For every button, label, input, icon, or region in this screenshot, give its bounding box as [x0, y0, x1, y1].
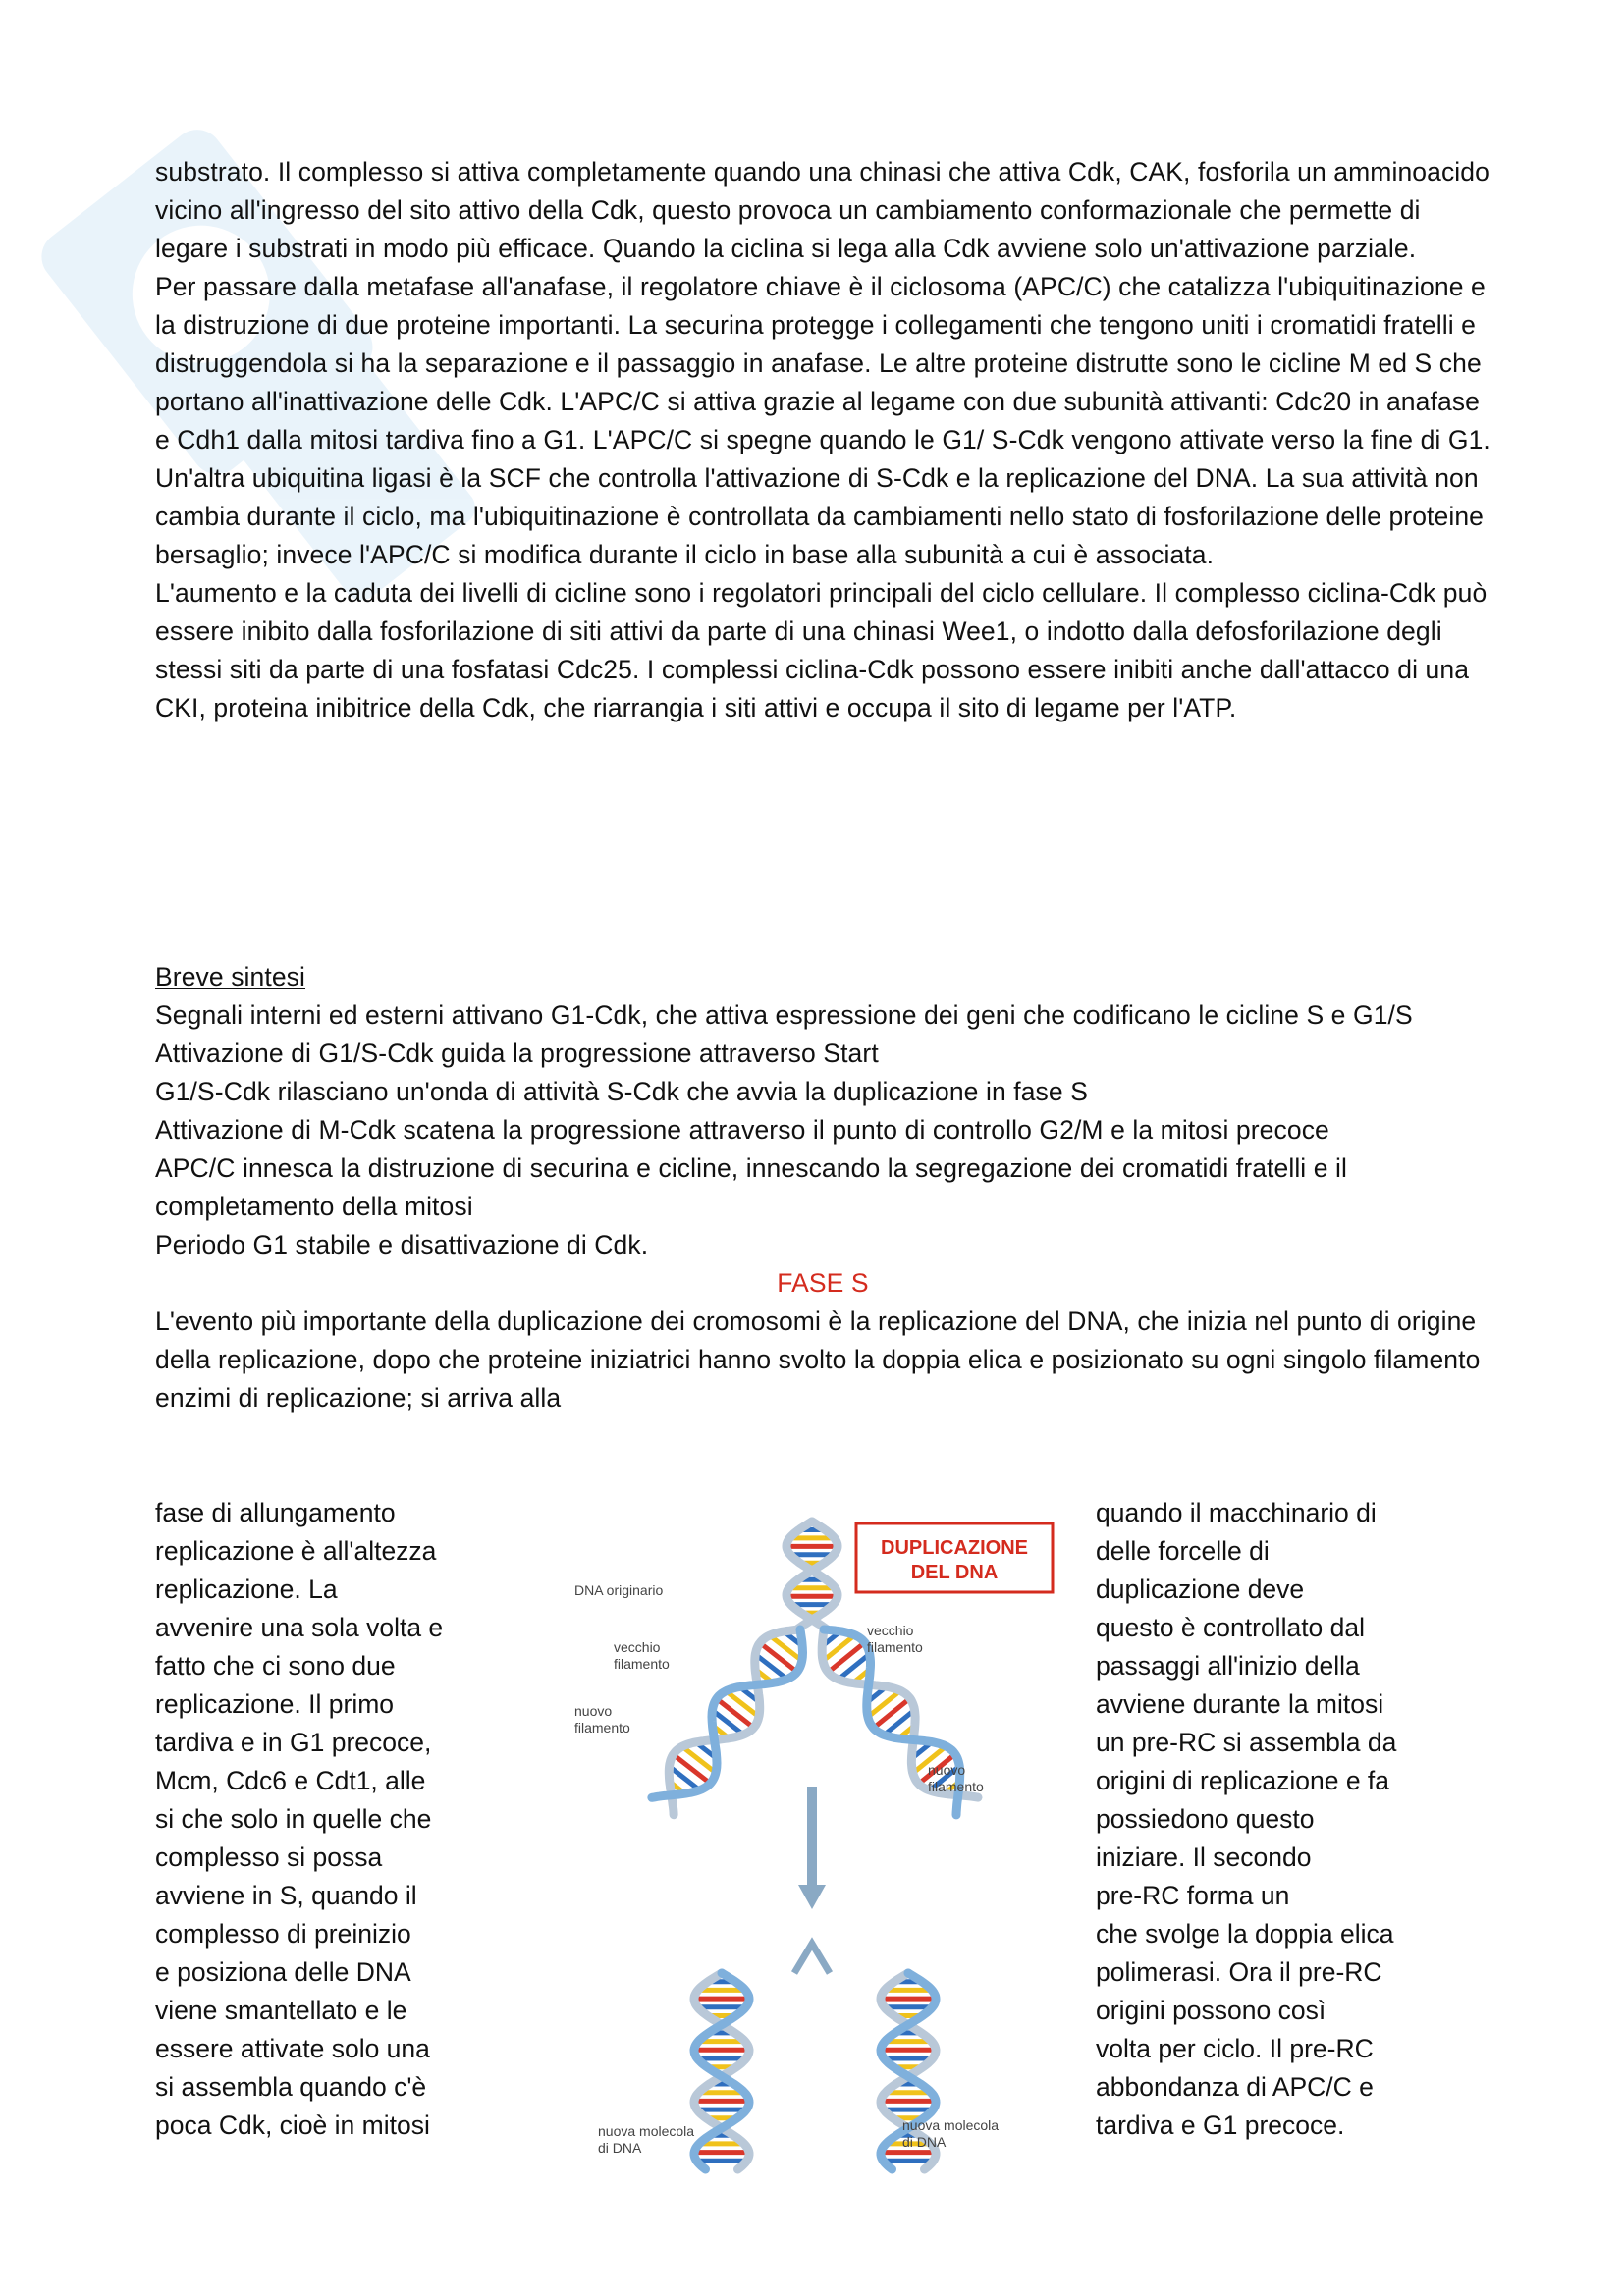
wrap-line-right: passaggi all'inizio della: [1096, 1651, 1360, 1681]
dna-replication-figure: [555, 1512, 1075, 2189]
text-body-top: [155, 153, 1490, 727]
wrap-line-right: origini di replicazione e fa: [1096, 1766, 1390, 1795]
wrap-line-left: si assembla quando c'è: [155, 2072, 427, 2102]
wrap-line-left: si che solo in quelle che: [155, 1804, 432, 1834]
dna-replication-illustration: [555, 1512, 1075, 2189]
wrap-line-left: avvenire una sola volta e: [155, 1613, 444, 1642]
wrap-line-left: e posiziona delle DNA: [155, 1957, 411, 1987]
label-vecchio-filamento-right: vecchio: [867, 1623, 914, 1638]
wrap-line-left: avviene in S, quando il: [155, 1881, 417, 1910]
wrap-line-left: viene smantellato e le: [155, 1996, 407, 2025]
wrap-line-right: che svolge la doppia elica: [1096, 1919, 1394, 1949]
wrap-line-left: poca Cdk, cioè in mitosi: [155, 2110, 430, 2140]
paragraph-cak: substrato. Il complesso si attiva completamente quando una chinasi che attiva Cdk, CAK, fosforila un amminoacido vicino all'ingresso del sito attivo della Cdk, questo provoca un cambiamento conformazionale che permette di legare i substrati in modo più efficace. Quando la ciclina si lega alla Cdk avviene solo un'attivazione parziale.: [155, 157, 1489, 263]
sintesi-title: Breve sintesi: [155, 962, 306, 991]
wrap-line-right: tardiva e G1 precoce.: [1096, 2110, 1345, 2140]
wrap-line-right: possiedono questo: [1096, 1804, 1315, 1834]
label-nuova-molecola-left-2: di DNA: [598, 2140, 642, 2156]
label-nuova-molecola-left: nuova molecola: [598, 2123, 695, 2139]
label-vecchio-filamento-left-2: filamento: [614, 1656, 670, 1672]
wrap-line-right: abbondanza di APC/C e: [1096, 2072, 1374, 2102]
label-vecchio-filamento-left: vecchio: [614, 1639, 661, 1655]
sintesi-line: Segnali interni ed esterni attivano G1-Cdk, che attiva espressione dei geni che codificano le cicline S e G1/S: [155, 1000, 1413, 1030]
label-vecchio-filamento-right-2: filamento: [867, 1639, 923, 1655]
sintesi-line: Periodo G1 stabile e disattivazione di Cdk.: [155, 1230, 649, 1259]
fase-s-heading: FASE S: [777, 1268, 869, 1298]
base-pair: [726, 1691, 759, 1717]
wrap-line-right: origini possono così: [1096, 1996, 1326, 2025]
text-body-sintesi: [155, 958, 1490, 1417]
label-nuovo-filamento-left-2: filamento: [574, 1720, 630, 1735]
wrap-line-left: replicazione. La: [155, 1575, 338, 1604]
label-dna-originario: DNA originario: [574, 1582, 664, 1598]
label-nuovo-filamento-right: nuovo: [928, 1762, 966, 1778]
wrap-line-left: Mcm, Cdc6 e Cdt1, alle: [155, 1766, 426, 1795]
wrap-text-left: [155, 1494, 548, 2145]
label-nuovo-filamento-right-2: filamento: [928, 1779, 984, 1794]
arrow-head: [798, 1885, 826, 1909]
sintesi-line: Attivazione di M-Cdk scatena la progressione attraverso il punto di controllo G2/M e la mitosi precoce: [155, 1115, 1329, 1145]
paragraph-cicline: L'aumento e la caduta dei livelli di cicline sono i regolatori principali del ciclo cellulare. Il complesso ciclina-Cdk può essere inibito dalla fosforilazione di siti attivi da parte di una chinasi Wee1, o indotto dalla defosforilazione degli stessi siti da parte di una fosfatasi Cdc25. I complessi ciclina-Cdk possono essere inibiti anche dall'attacco di una CKI, proteina inibitrice della Cdk, che riarrangia i siti attivi e occupa il sito di legame per l'ATP.: [155, 578, 1488, 722]
fase-s-intro: L'evento più importante della duplicazione dei cromosomi è la replicazione del DNA, che inizia nel punto di origine della replicazione, dopo che proteine iniziatrici hanno svolto la doppia elica e posizionato su ogni singolo filamento enzimi di replicazione; si arriva alla: [155, 1307, 1481, 1413]
wrap-line-right: avviene durante la mitosi: [1096, 1689, 1384, 1719]
wrap-line-left: complesso si possa: [155, 1842, 383, 1872]
wrap-line-right: iniziare. Il secondo: [1096, 1842, 1312, 1872]
wrap-line-left: replicazione è all'altezza: [155, 1536, 437, 1566]
figure-title-line2: DEL DNA: [910, 1562, 999, 1583]
wrap-line-right: duplicazione deve: [1096, 1575, 1305, 1604]
base-pair: [674, 1754, 711, 1783]
wrap-line-left: replicazione. Il primo: [155, 1689, 395, 1719]
base-pair: [717, 1699, 754, 1729]
sintesi-line: APC/C innesca la distruzione di securina e cicline, innescando la segregazione dei cromatidi fratelli e il completamento della mitosi: [155, 1153, 1348, 1221]
wrap-line-right: delle forcelle di: [1096, 1536, 1270, 1566]
paragraph-apc: Per passare dalla metafase all'anafase, il regolatore chiave è il ciclosoma (APC/C) che catalizza l'ubiquitinazione e la distruzione di due proteine importanti. La securina protegge i collegamenti che tengono uniti i cromatidi fratelli e distruggendola si ha la separazione e il passaggio in anafase. Le altre proteine distrutte sono le cicline M ed S che portano all'inattivazione delle Cdk. L'APC/C si attiva grazie al legame con due subunità attivanti: Cdc20 in anafase e Cdh1 dalla mitosi tardiva fino a G1. L'APC/C si spegne quando le G1/ S-Cdk vengono attivate verso la fine di G1. Un'altra ubiquitina ligasi è la SCF che controlla l'attivazione di S-Cdk e la replicazione del DNA. La sua attività non cambia durante il ciclo, ma l'ubiquitinazione è controllata da cambiamenti nello stato di fosforilazione delle proteine bersaglio; invece l'APC/C si modifica durante il ciclo in base alla subunità a cui è associata.: [155, 272, 1490, 569]
wrap-line-right: un pre-RC si assembla da: [1096, 1728, 1397, 1757]
wrap-line-left: tardiva e in G1 precoce,: [155, 1728, 432, 1757]
wrap-line-right: pre-RC forma un: [1096, 1881, 1290, 1910]
figure-title-line1: DUPLICAZIONE: [881, 1537, 1028, 1559]
wrap-line-right: quando il macchinario di: [1096, 1498, 1377, 1527]
wrap-text-right: [1096, 1494, 1508, 2145]
wrap-line-right: polimerasi. Ora il pre-RC: [1096, 1957, 1382, 1987]
wrap-line-left: fatto che ci sono due: [155, 1651, 396, 1681]
base-pair: [682, 1746, 716, 1773]
wrap-line-right: questo è controllato dal: [1096, 1613, 1366, 1642]
label-nuova-molecola-right-2: di DNA: [902, 2134, 947, 2150]
label-nuovo-filamento-left: nuovo: [574, 1703, 613, 1719]
wrap-line-left: essere attivate solo una: [155, 2034, 430, 2063]
base-pair: [760, 1643, 797, 1673]
sintesi-line: G1/S-Cdk rilasciano un'onda di attività S-Cdk che avvia la duplicazione in fase S: [155, 1077, 1088, 1106]
label-nuova-molecola-right: nuova molecola: [902, 2117, 1000, 2133]
wrap-line-left: fase di allungamento: [155, 1498, 396, 1527]
wrap-line-left: complesso di preinizio: [155, 1919, 411, 1949]
base-pair: [874, 1698, 910, 1728]
sintesi-line: Attivazione di G1/S-Cdk guida la progressione attraverso Start: [155, 1039, 879, 1068]
wrap-line-right: volta per ciclo. Il pre-RC: [1096, 2034, 1374, 2063]
split-arrow-icon: [794, 1944, 830, 1973]
base-pair: [828, 1642, 864, 1672]
